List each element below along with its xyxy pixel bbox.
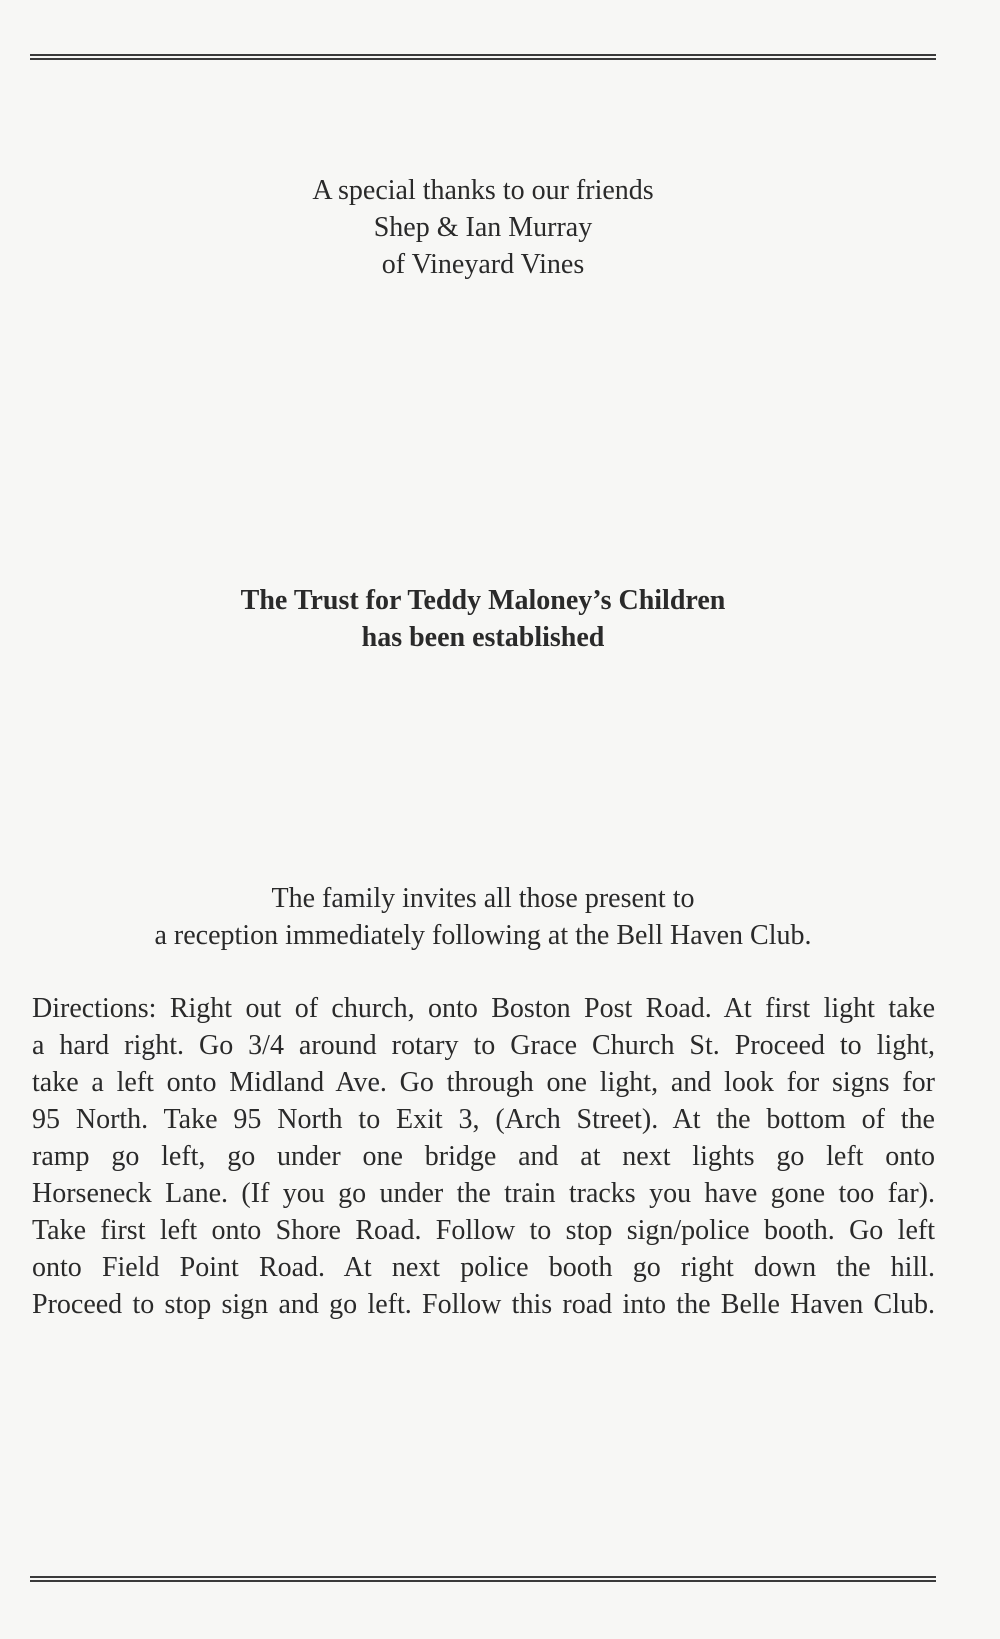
directions-paragraph: [32, 990, 935, 1323]
trust-line: The Trust for Teddy Maloney’s Children: [240, 585, 726, 616]
directions-line: a hard right. Go 3/4 around rotary to Grace Church St. Proceed to light,: [32, 1030, 935, 1061]
thanks-line: Shep & Ian Murray: [373, 212, 593, 243]
trust-announcement: [0, 582, 966, 656]
invitation-line: The family invites all those present to: [271, 883, 695, 914]
directions-line: ramp go left, go under one bridge and at next lights go left onto: [32, 1141, 935, 1172]
reception-invitation: [0, 880, 966, 954]
directions-line: Horseneck Lane. (If you go under the train tracks you have gone too far).: [32, 1178, 935, 1209]
trust-line: has been established: [361, 622, 605, 653]
thanks-line: of Vineyard Vines: [381, 249, 585, 280]
directions-line: Take first left onto Shore Road. Follow to stop sign/police booth. Go left: [32, 1215, 935, 1246]
top-double-rule: [30, 54, 936, 60]
thanks-block: [0, 172, 966, 283]
bottom-double-rule: [30, 1576, 936, 1582]
directions-line: take a left onto Midland Ave. Go through one light, and look for signs for: [32, 1067, 935, 1098]
thanks-line: A special thanks to our friends: [312, 175, 654, 206]
directions-line: 95 North. Take 95 North to Exit 3, (Arch Street). At the bottom of the: [32, 1104, 935, 1135]
directions-line: onto Field Point Road. At next police booth go right down the hill.: [32, 1252, 935, 1283]
directions-line: Proceed to stop sign and go left. Follow this road into the Belle Haven Club.: [32, 1289, 935, 1320]
directions-line: Directions: Right out of church, onto Boston Post Road. At first light take: [32, 993, 935, 1024]
invitation-line: a reception immediately following at the Bell Haven Club.: [154, 920, 812, 951]
